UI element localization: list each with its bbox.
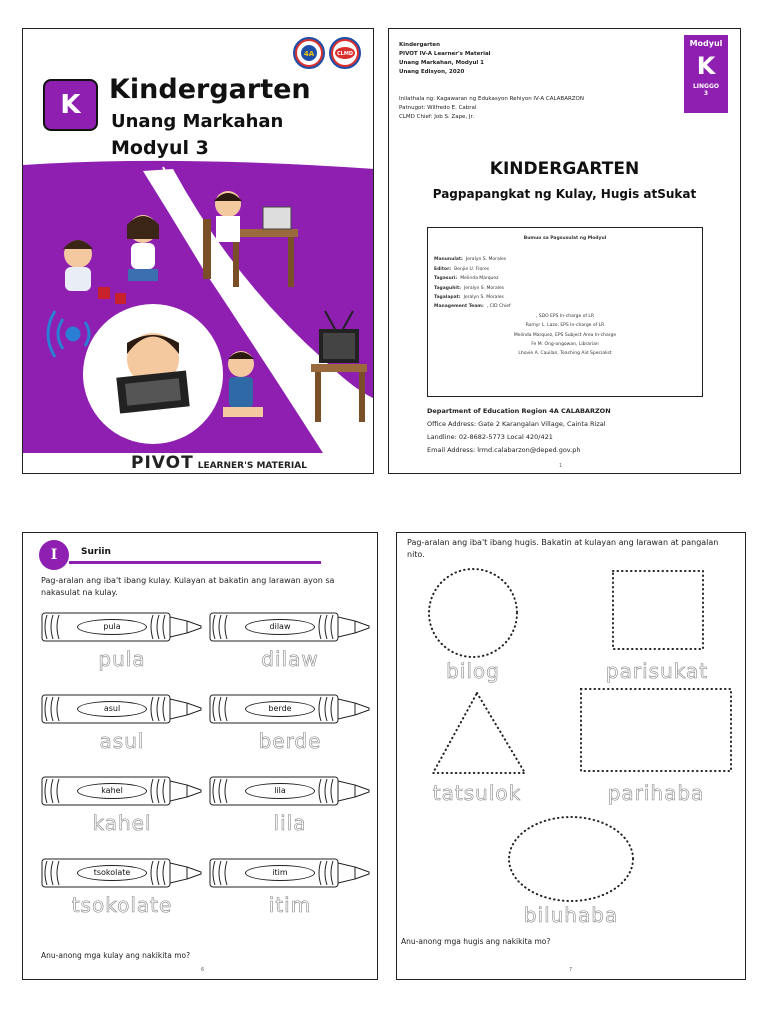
colors-page <box>22 532 378 980</box>
meta-line: Unang Markahan, Modyul 1 <box>399 60 484 66</box>
patnugot: Patnugot: Wilfredo E. Cabral <box>399 105 477 111</box>
team-extra-line: Melinda Marquez, EPS Subject Area In-charge <box>513 332 617 338</box>
team-extra-line: Lhovie A. Cauilan, Teaching Aid Specialist <box>518 351 612 357</box>
trace-word: tsokolate <box>71 893 173 917</box>
crayon-label: asul <box>77 701 147 717</box>
shapes-instruction: Pag-aralan ang iba't ibang hugis. Bakatin at kulayan ang larawan at pangalan nito. <box>407 538 719 559</box>
circle-shape <box>429 569 517 657</box>
trace-word: itim <box>268 893 312 917</box>
team-rows <box>434 255 696 311</box>
shape-label-parisukat: parisukat <box>605 659 709 683</box>
shape-label-tatsulok: tatsulok <box>432 781 522 805</box>
writing-team-box <box>427 227 703 397</box>
crayon-icon <box>209 775 371 807</box>
shapes-question: Anu-anong mga hugis ang nakikita mo? <box>401 937 551 946</box>
team-role: Manunulat: <box>434 257 463 263</box>
team-role: Editor: <box>434 266 452 272</box>
team-extra-line: Fe M. Ong-ongowan, Librarian <box>531 342 599 348</box>
page-number: 7 <box>569 967 573 973</box>
crayon-icon <box>209 857 371 889</box>
team-row <box>434 255 696 264</box>
team-row <box>434 265 696 274</box>
team-role: Management Team: <box>434 304 484 310</box>
published-by: Inilathala ng: Kagawaran ng Edukasyon Rehiyon IV-A CALABARZON <box>399 96 584 102</box>
team-name: Melinda Marquez <box>460 276 499 282</box>
page-number: 6 <box>201 967 205 973</box>
cover-title: Kindergarten <box>109 74 311 105</box>
cover-logos <box>293 37 361 69</box>
deped-seal-icon <box>293 37 325 69</box>
modyul-box <box>684 35 728 113</box>
module-meta <box>399 41 491 77</box>
shapes-page <box>396 532 746 980</box>
crayon-label: lila <box>245 783 315 799</box>
kindergarten-badge: K <box>43 79 98 131</box>
team-extra <box>434 312 696 359</box>
meta-line: PIVOT IV-A Learner's Material <box>399 51 491 57</box>
office-address: Office Address: Gate 2 Karangalan Village, Cainta Rizal <box>427 420 606 428</box>
triangle-shape <box>433 693 525 773</box>
team-role: Tagalapat: <box>434 295 461 301</box>
learners-material-label: LEARNER'S MATERIAL <box>197 461 307 471</box>
modyul-box-label: Modyul <box>689 39 723 48</box>
meta-line: Kindergarten <box>399 42 441 48</box>
pivot-brand: PIVOT <box>131 453 194 473</box>
shape-label-biluhaba: biluhaba <box>523 903 619 927</box>
trace-word: pula <box>98 647 146 671</box>
svg-text:4A: 4A <box>303 50 315 58</box>
cover-footer <box>131 453 307 473</box>
crayon-label: kahel <box>77 783 147 799</box>
trace-word: asul <box>99 729 145 753</box>
section-underline <box>69 561 321 564</box>
crayon-icon <box>41 693 203 725</box>
team-row <box>434 284 696 293</box>
meta-line: Unang Edisyon, 2020 <box>399 69 465 75</box>
page-number: 1 <box>559 463 563 469</box>
rectangle-shape <box>581 689 731 771</box>
team-role: Tagasuri: <box>434 276 458 282</box>
trace-word: dilaw <box>261 647 319 671</box>
team-role: Tagaguhit: <box>434 285 461 291</box>
address-block <box>427 405 611 457</box>
clmd-seal-icon <box>329 37 361 69</box>
copyright-title: KINDERGARTEN <box>489 159 640 179</box>
colors-instruction: Pag-aralan ang iba't ibang kulay. Kulayan at bakatin ang larawan ayon sa nakasulat na kulay. <box>41 576 335 597</box>
colors-question: Anu-anong mga kulay ang nakikita mo? <box>41 951 191 960</box>
svg-text:CLMD: CLMD <box>337 51 353 57</box>
email-address: Email Address: lrmd.calabarzon@deped.gov.ph <box>427 446 581 454</box>
team-row <box>434 293 696 302</box>
modyul-box-week: 3 <box>703 90 709 97</box>
team-name: Jeralyn S. Morales <box>463 285 505 291</box>
section-icon: I <box>39 540 69 570</box>
team-row <box>434 274 696 283</box>
team-name: Jeralyn S. Morales <box>465 257 507 263</box>
crayon-label: itim <box>245 865 315 881</box>
modyul-box-week-label: LINGGO <box>692 83 720 90</box>
trace-word: berde <box>258 729 322 753</box>
team-extra-line: Romyr L. Lazo, EPS In-charge of LR <box>525 323 605 329</box>
crayon-label: pula <box>77 619 147 635</box>
trace-word: lila <box>273 811 307 835</box>
clmd-chief: CLMD Chief: Job S. Zape, Jr. <box>399 114 475 120</box>
cover-illustration <box>23 159 374 453</box>
team-name: , CID Chief <box>486 304 511 310</box>
team-extra-line: , SDO EPS In-charge of LR <box>535 313 595 319</box>
modyul-box-letter: K <box>696 52 716 80</box>
crayon-label: dilaw <box>245 619 315 635</box>
team-header: Bumuo sa Pagsusulat ng Modyul <box>523 236 607 241</box>
shape-label-bilog: bilog <box>446 659 500 683</box>
trace-word: kahel <box>92 811 152 835</box>
oval-shape <box>509 817 633 901</box>
crayon-icon <box>41 611 203 643</box>
crayon-icon <box>41 775 203 807</box>
publisher-info <box>399 95 584 122</box>
crayon-icon <box>209 611 371 643</box>
dept-name: Department of Education Region 4A CALABARZON <box>427 407 611 415</box>
crayon-icon <box>41 857 203 889</box>
square-shape <box>613 571 703 649</box>
cover-quarter: Unang Markahan <box>111 111 284 132</box>
cover-module: Modyul 3 <box>111 137 209 159</box>
landline: Landline: 02-8682-5773 Local 420/421 <box>427 433 553 441</box>
shape-label-parihaba: parihaba <box>607 781 705 805</box>
team-name: Benjie U. Flores <box>454 266 490 272</box>
crayon-label: berde <box>245 701 315 717</box>
crayon-icon <box>209 693 371 725</box>
team-row <box>434 302 696 311</box>
cover-page <box>22 28 374 474</box>
team-name: Jeralyn S. Morales <box>463 295 504 301</box>
copyright-subtitle: Pagpapangkat ng Kulay, Hugis atSukat <box>432 187 697 201</box>
crayon-label: tsokolate <box>77 865 147 881</box>
copyright-page <box>388 28 741 474</box>
section-label: Suriin <box>81 547 111 557</box>
